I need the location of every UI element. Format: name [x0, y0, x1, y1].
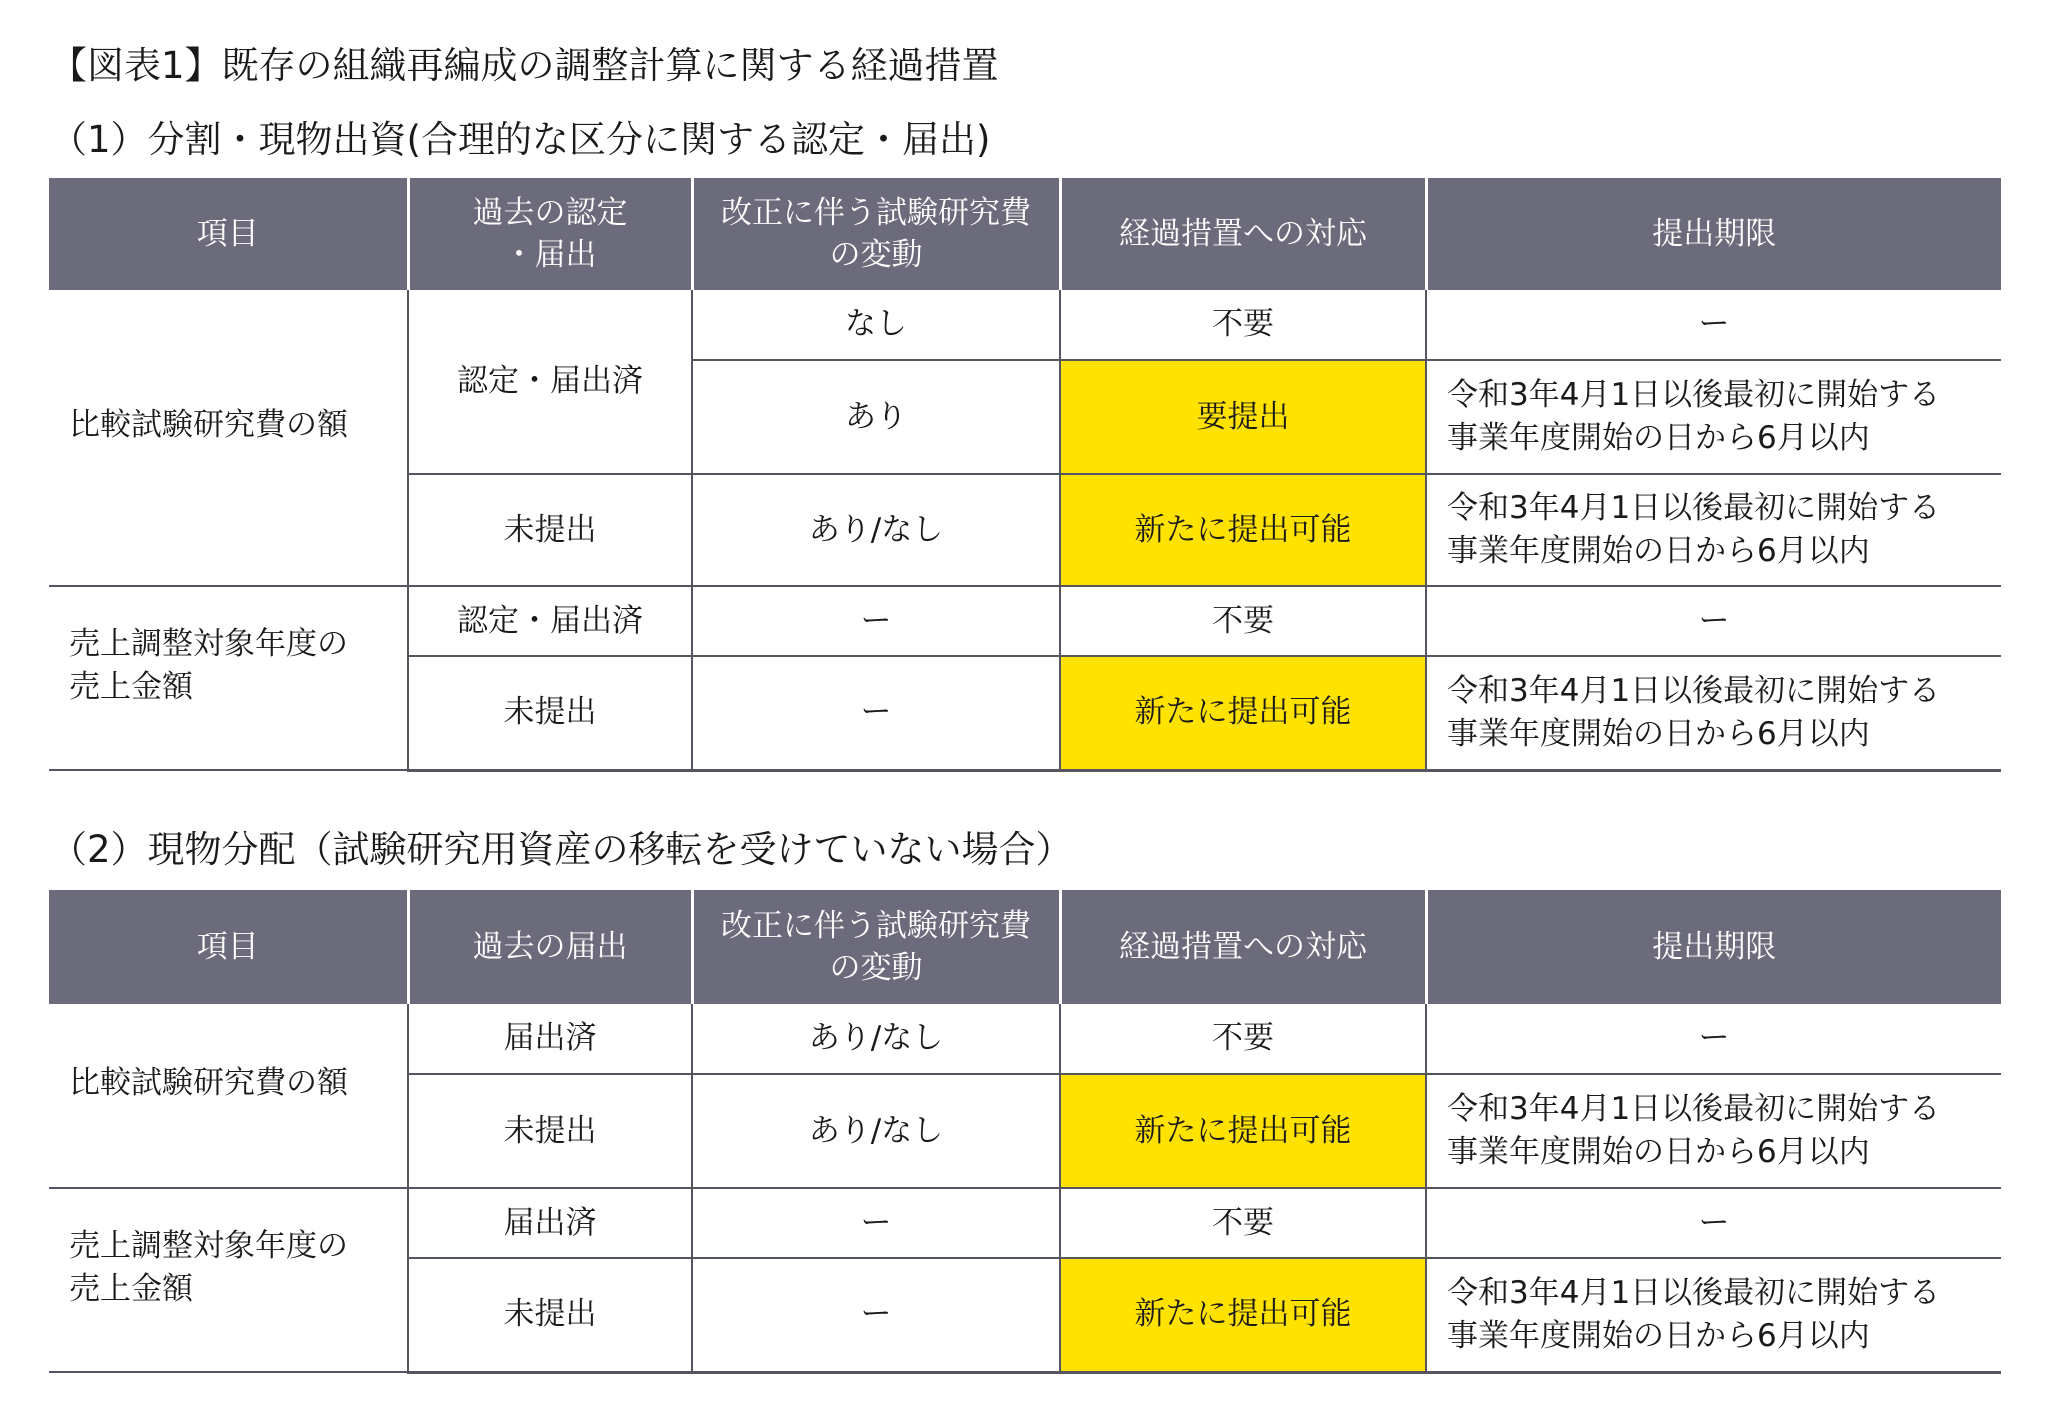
- change-cell: ー: [692, 1258, 1060, 1372]
- deadline-text: 令和3年4月1日以後最初に開始する 事業年度開始の日から6月以内: [1447, 490, 1941, 569]
- header-change: [692, 890, 1060, 1004]
- table-row: [49, 1004, 2001, 1074]
- deadline-cell: ー: [1426, 586, 2001, 656]
- header-change-text: 改正に伴う試験研究費 の変動: [721, 908, 1031, 986]
- response-cell-highlight: 新たに提出可能: [1060, 656, 1426, 770]
- header-response: 経過措置への対応: [1060, 178, 1426, 290]
- status-cell: 未提出: [408, 1258, 692, 1372]
- header-change-text: 改正に伴う試験研究費 の変動: [721, 195, 1031, 273]
- header-item: 項目: [49, 178, 408, 290]
- table2: [49, 890, 2001, 1374]
- item-cell: [49, 1004, 408, 1188]
- deadline-text: 令和3年4月1日以後最初に開始する 事業年度開始の日から6月以内: [1447, 377, 1941, 456]
- response-cell: 不要: [1060, 1004, 1426, 1074]
- table-row: [49, 290, 2001, 360]
- item-cell: [49, 586, 408, 770]
- response-cell-highlight: 新たに提出可能: [1060, 1074, 1426, 1188]
- item-text: 比較試験研究費の額: [69, 1065, 348, 1101]
- change-cell: あり/なし: [692, 1074, 1060, 1188]
- deadline-cell: [1426, 1074, 2001, 1188]
- deadline-text: 令和3年4月1日以後最初に開始する 事業年度開始の日から6月以内: [1447, 672, 1941, 752]
- header-deadline: 提出期限: [1426, 890, 2001, 1004]
- status-cell: 届出済: [408, 1188, 692, 1258]
- header-change: [692, 178, 1060, 290]
- change-cell: ー: [692, 656, 1060, 770]
- deadline-cell: [1426, 474, 2001, 586]
- item-text: 売上調整対象年度の 売上金額: [69, 1228, 348, 1307]
- table1-caption: （1）分割・現物出資(合理的な区分に関する認定・届出): [50, 118, 991, 161]
- change-cell: あり/なし: [692, 474, 1060, 586]
- deadline-cell: ー: [1426, 290, 2001, 360]
- change-cell: なし: [692, 290, 1060, 360]
- header-past-status: 過去の届出: [408, 890, 692, 1004]
- status-cell: 認定・届出済: [408, 586, 692, 656]
- deadline-text: 令和3年4月1日以後最初に開始する 事業年度開始の日から6月以内: [1447, 1091, 1941, 1170]
- response-cell-highlight: 新たに提出可能: [1060, 474, 1426, 586]
- header-response: 経過措置への対応: [1060, 890, 1426, 1004]
- status-cell: 未提出: [408, 656, 692, 770]
- table-row: [49, 1188, 2001, 1258]
- deadline-cell: [1426, 656, 2001, 770]
- figure-title: 【図表1】既存の組織再編成の調整計算に関する経過措置: [50, 44, 999, 87]
- status-cell: 未提出: [408, 1074, 692, 1188]
- response-cell: 不要: [1060, 586, 1426, 656]
- item-text: 比較試験研究費の額: [69, 407, 348, 443]
- response-cell: 不要: [1060, 1188, 1426, 1258]
- item-cell: [49, 1188, 408, 1372]
- table-header-row: [49, 890, 2001, 1004]
- response-cell-highlight: 要提出: [1060, 360, 1426, 474]
- status-cell: 届出済: [408, 1004, 692, 1074]
- status-cell: [408, 290, 692, 474]
- item-text: 売上調整対象年度の 売上金額: [69, 626, 348, 705]
- status-text: 認定・届出済: [457, 363, 643, 399]
- response-cell: 不要: [1060, 290, 1426, 360]
- status-cell: 未提出: [408, 474, 692, 586]
- deadline-text: 令和3年4月1日以後最初に開始する 事業年度開始の日から6月以内: [1447, 1274, 1941, 1354]
- deadline-cell: ー: [1426, 1004, 2001, 1074]
- table2-caption: （2）現物分配（試験研究用資産の移転を受けていない場合）: [50, 828, 1073, 871]
- deadline-cell: [1426, 360, 2001, 474]
- header-past-status-text: 過去の認定 ・届出: [472, 195, 628, 273]
- change-cell: あり/なし: [692, 1004, 1060, 1074]
- header-past-status: [408, 178, 692, 290]
- response-cell-highlight: 新たに提出可能: [1060, 1258, 1426, 1372]
- change-cell: あり: [692, 360, 1060, 474]
- table-row: [49, 586, 2001, 656]
- header-deadline: 提出期限: [1426, 178, 2001, 290]
- deadline-cell: [1426, 1258, 2001, 1372]
- item-cell: [49, 290, 408, 586]
- table-header-row: [49, 178, 2001, 290]
- table1: [49, 178, 2001, 772]
- change-cell: ー: [692, 1188, 1060, 1258]
- deadline-cell: ー: [1426, 1188, 2001, 1258]
- header-item: 項目: [49, 890, 408, 1004]
- change-cell: ー: [692, 586, 1060, 656]
